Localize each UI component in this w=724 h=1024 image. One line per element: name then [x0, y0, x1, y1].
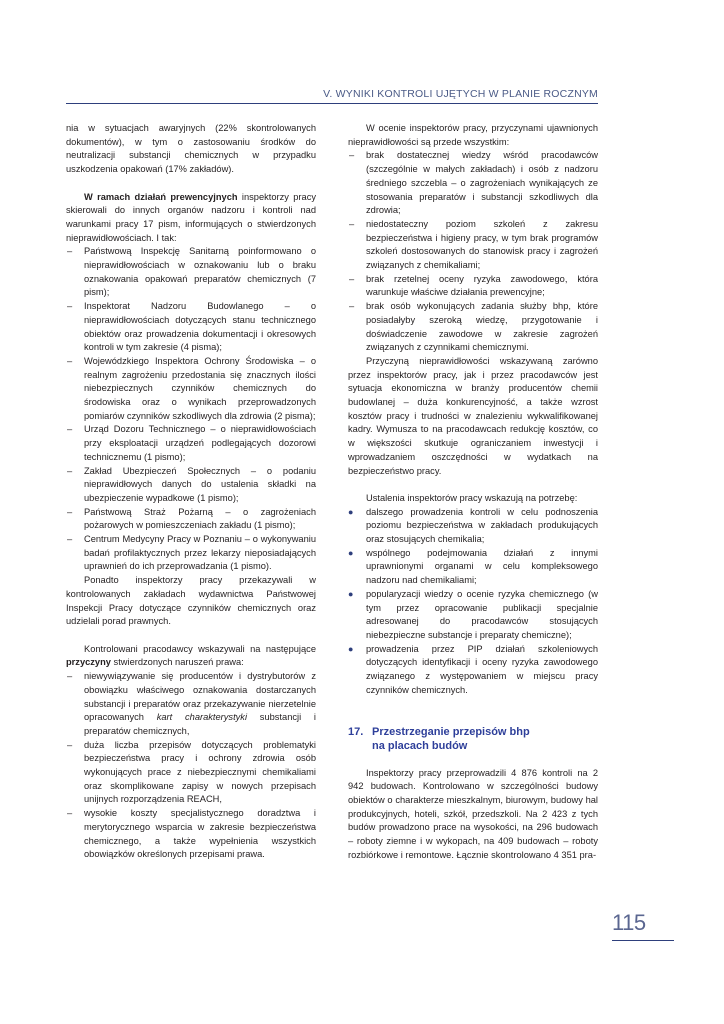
bold-word: przyczyny: [66, 657, 111, 668]
paragraph: Przyczyną nieprawidłowości wskazywaną zarówno przez inspektorów pracy, jak i przez pracodawców jest sytuacja ekonomiczna w branży producentów chemii budowlanej – duża konkurencyjność, a także wzrost kosztów pracy i trudności w znalezieniu wykwalifikowanej kadry. Wymusza to na pracodawcach redukcję kosztów, co w większości skutkuje ograniczaniem inwestycji i wprowadzaniem oszczędności w wydatkach na bezpieczeństwo pracy.: [348, 355, 598, 476]
list-causes: [66, 670, 316, 862]
list-item: ● dalszego prowadzenia kontroli w celu podnoszenia poziomu bezpieczeństwa w zakładach produkujących oraz stosujących chemikalia;: [348, 506, 598, 545]
list-item: – Inspektorat Nadzoru Budowlanego – o nieprawidłowościach dotyczących stanu technicznego obiektów oraz prowadzenia dokumentacji i okresowych kontroli w tym zakresie (4 pisma);: [67, 301, 316, 353]
list-item: – duża liczba przepisów dotyczących problematyki bezpieczeństwa pracy i ochrony zdrowia osób wykonujących prace z niebezpiecznymi chemikaliami oraz skomplikowane zapisy w nowych przepisach unijnych rozporządzenia REACH,: [67, 739, 316, 805]
bullet-icon: ●: [348, 588, 354, 599]
list-notified-agencies: [66, 245, 316, 574]
paragraph: Inspektorzy pracy przeprowadzili 4 876 kontroli na 2 942 budowach. Kontrolowano w szczególności budowy obiektów o charakterze mieszkalnym, biurowym, budowy hal produkcyjnych, hoteli, szkół, przedszkoli. Na 2 423 z tych budów prowadzono prace na wysokości, na 296 budowach – roboty ziemne i w wykopach, na 409 budowach – roboty rozbiórkowe i remontowe. Łącznie skontrolowano 4 351 pra-: [348, 767, 598, 860]
bold-phrase: W ramach działań prewencyjnych: [84, 191, 238, 202]
paragraph: Kontrolowani pracodawcy wskazywali na następujące przyczyny stwierdzonych naruszeń prawa:: [66, 643, 316, 668]
bullet-icon: ●: [348, 506, 354, 517]
running-header: [0, 86, 724, 102]
chapter-title: V. WYNIKI KONTROLI UJĘTYCH W PLANIE ROCZNYM: [323, 88, 598, 100]
left-column: [66, 122, 316, 862]
list-needs: [348, 506, 598, 698]
list-item: ● prowadzenia przez PIP działań szkoleniowych dotyczących identyfikacji i oceny ryzyka zawodowego związanego z występowaniem w miejscu pracy czynników chemicznych.: [348, 643, 598, 695]
list-item: – Państwową Straż Pożarną – o zagrożeniach pożarowych w pomieszczeniach zakładu (1 pismo);: [67, 506, 316, 531]
page-number: 115: [612, 910, 646, 935]
list-item: – Wojewódzkiego Inspektora Ochrony Środowiska – o realnym zagrożeniu przedostania się znacznych ilości niebezpiecznych czynników chemicznych do środowiska oraz o wynikach przeprowadzonych pomiarów czynników szkodliwych dla zdrowia (2 pisma);: [67, 355, 316, 421]
paragraph: Ponadto inspektorzy pracy przekazywali w kontrolowanych zakładach wydawnictwa Państwowej Inspekcji Pracy dotyczące czynników chemicznych oraz udzielali porad prawnych.: [66, 575, 316, 627]
header-rule: [66, 103, 598, 104]
footer-rule: [612, 940, 674, 941]
list-item: ● popularyzacji wiedzy o ocenie ryzyka chemicznego (w tym przez opracowanie publikacji specjalnie adresowanej do pracodawców stosujących niebezpieczne substancje i preparaty chemiczne);: [348, 588, 598, 640]
bullet-icon: ●: [348, 547, 354, 558]
right-column: [348, 122, 598, 863]
section-heading: 17. Przestrzeganie przepisów bhp na placach budów: [348, 725, 530, 752]
bullet-icon: ●: [348, 643, 354, 654]
list-item: – brak dostatecznej wiedzy wśród pracodawców (szczególnie w małych zakładach) i osób z nadzoru średniego szczebla – o zagrożeniach wynikających ze stosowania preparatów i substancji szkodliwych dla zdrowia;: [349, 150, 598, 216]
list-item: – niewywiązywanie się producentów i dystrybutorów z obowiązku właściwego oznakowania dostarczanych substancji i preparatów oraz przekazywanie nierzetelnie opracowanych kart charakterystyki substancji i preparatów chemicznych,: [67, 671, 316, 736]
paragraph: W ocenie inspektorów pracy, przyczynami ujawnionych nieprawidłowości są przede wszystkim:: [348, 123, 598, 147]
list-item: – Zakład Ubezpieczeń Społecznych – o podaniu nieprawidłowych danych do ustalenia składki na ubezpieczenie wypadkowe (1 pismo);: [67, 465, 316, 503]
list-item: – wysokie koszty specjalistycznego doradztwa i merytorycznego wsparcia w zakresie bezpieczeństwa chemicznego, a także wypełnienia wszystkich obowiązków określonych przepisami prawa.: [67, 808, 316, 860]
paragraph: nia w sytuacjach awaryjnych (22% skontrolowanych dokumentów), w tym o zastosowaniu środków do neutralizacji substancji chemicznych w przypadku uszkodzenia opakowań (17% zakładów).: [66, 123, 316, 175]
paragraph: W ramach działań prewencyjnych inspektorzy pracy skierowali do innych organów nadzoru i kontroli nad warunkami pracy 17 pism, informujących o stwierdzonych nieprawidłowościach. I tak:: [66, 191, 316, 243]
list-irregularity-causes: [348, 149, 598, 355]
list-item: – brak rzetelnej oceny ryzyka zawodowego, która warunkuje właściwe działania prewencyjne;: [349, 273, 598, 298]
list-item: ● wspólnego podejmowania działań z innymi uprawnionymi organami w celu kompleksowego nadzoru nad chemikaliami;: [348, 547, 598, 586]
list-item: – Państwową Inspekcję Sanitarną poinformowano o nieprawidłowościach w oznakowaniu lub o braku oznakowania opakowań preparatów chemicznych (7 pism);: [67, 246, 316, 298]
list-item: – niedostateczny poziom szkoleń z zakresu bezpieczeństwa i higieny pracy, w tym brak programów szkoleń dostosowanych do stanowisk pracy i zagrożeń związanych z chemikaliami;: [349, 218, 598, 271]
list-item: – brak osób wykonujących zadania służby bhp, które posiadałyby szeroką wiedzę, przygotowanie i doświadczenie zawodowe w zakresie zagrożeń związanych z czynnikami chemicznymi.: [349, 301, 598, 353]
list-item: – Centrum Medycyny Pracy w Poznaniu – o wykonywaniu badań profilaktycznych przez lekarzy nieposiadających uprawnień do ich przeprowadzania (1 pismo).: [67, 534, 316, 572]
paragraph: Ustalenia inspektorów pracy wskazują na potrzebę:: [366, 492, 578, 503]
list-item: – Urząd Dozoru Technicznego – o nieprawidłowościach przy eksploatacji urządzeń podlegających dozorowi technicznemu (1 pismo);: [67, 424, 316, 462]
